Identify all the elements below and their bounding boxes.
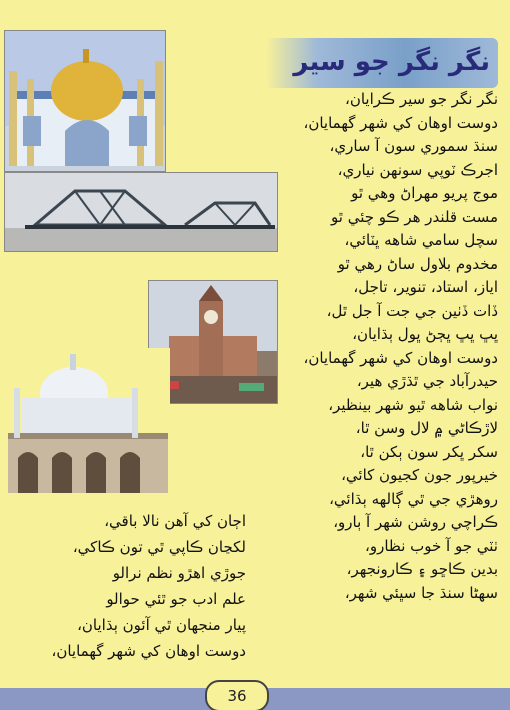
poem-line: اڄان کي آهن نالا باقي، (104, 512, 246, 530)
poem-line: مخدوم بلاول ساڻ رهي ٿو (337, 254, 498, 273)
poem-line: روهڙي جي ٿي ڳالهه ٻڌائي، (329, 489, 498, 508)
bridge-photo (4, 172, 278, 252)
poem-line: سهڻا سنڌ جا سڀئي شهر، (344, 583, 498, 602)
poem-line: سنڌ سموري سون آ ساري، (329, 137, 498, 155)
poem-line: لکڃان ڪاپي ٿي تون ڪاکي، (72, 538, 246, 556)
poem-line: ڪراچي روشن شهر آ ٻارو، (333, 513, 498, 531)
poem-line: ڏات ڏٺين جي جت آ جل ٿل، (326, 301, 498, 320)
poem-line: علم ادب جو ٿئي حوالو (106, 590, 246, 608)
poem-line: خيرپور جون کجيون کائي، (341, 466, 498, 484)
poem-line: جوڙي اهڙو نظم نرالو (112, 564, 246, 582)
poem-line: نواب شاهه ٿيو شهر بينظير، (328, 395, 498, 414)
poem-line: دوست اوهان کي شهر گهمايان، (303, 113, 498, 132)
right-poem (260, 88, 498, 605)
page-number: 36 (205, 680, 269, 710)
poem-line: لاڙڪاڻي ۾ لال وسن ٿا، (355, 419, 498, 437)
poem-line: دوست اوهان کي شهر گهمايان، (303, 348, 498, 367)
poem-line: سچل سامي شاهه ڀٽائي، (344, 231, 498, 249)
page-title: نگر نگر جو سير (293, 47, 490, 77)
poem-line: نگر نگر جو سير ڪرايان، (344, 90, 498, 108)
poem-line: مست قلندر هر ڪو چئي ٿو (331, 207, 498, 226)
poem-line: ٺٽي جو آ خوب نظارو، (365, 536, 498, 555)
poem-line: سکر ڀکر سون ٻکن ٿا، (360, 442, 498, 461)
poem-line: پيار منجهان ٿي آئون ٻڌايان، (77, 616, 246, 634)
poem-line: بدين ڪاڇو ۽ ڪارونجهر، (346, 560, 498, 578)
poem-line: اجرڪ ٽوپي سونهن نياري، (337, 160, 498, 179)
poem-line: اياز، استاد، تنوير، تاجل، (353, 278, 498, 296)
poem-line: ڀڀ ڀڀ ڀڄڻ ڀول ٻڌايان، (352, 325, 498, 343)
poem-line: دوست اوهان کي شهر گهمايان، (51, 642, 246, 660)
poem-line: موج پريو مهراڻ وهي ٿو (351, 184, 498, 202)
white-shrine-photo (4, 348, 170, 498)
poem-line: حيدرآباد جي ٿڌڙي هير، (356, 372, 498, 390)
left-poem (18, 508, 246, 664)
title-banner (266, 38, 498, 88)
shrine-golden-dome-photo (4, 30, 166, 172)
